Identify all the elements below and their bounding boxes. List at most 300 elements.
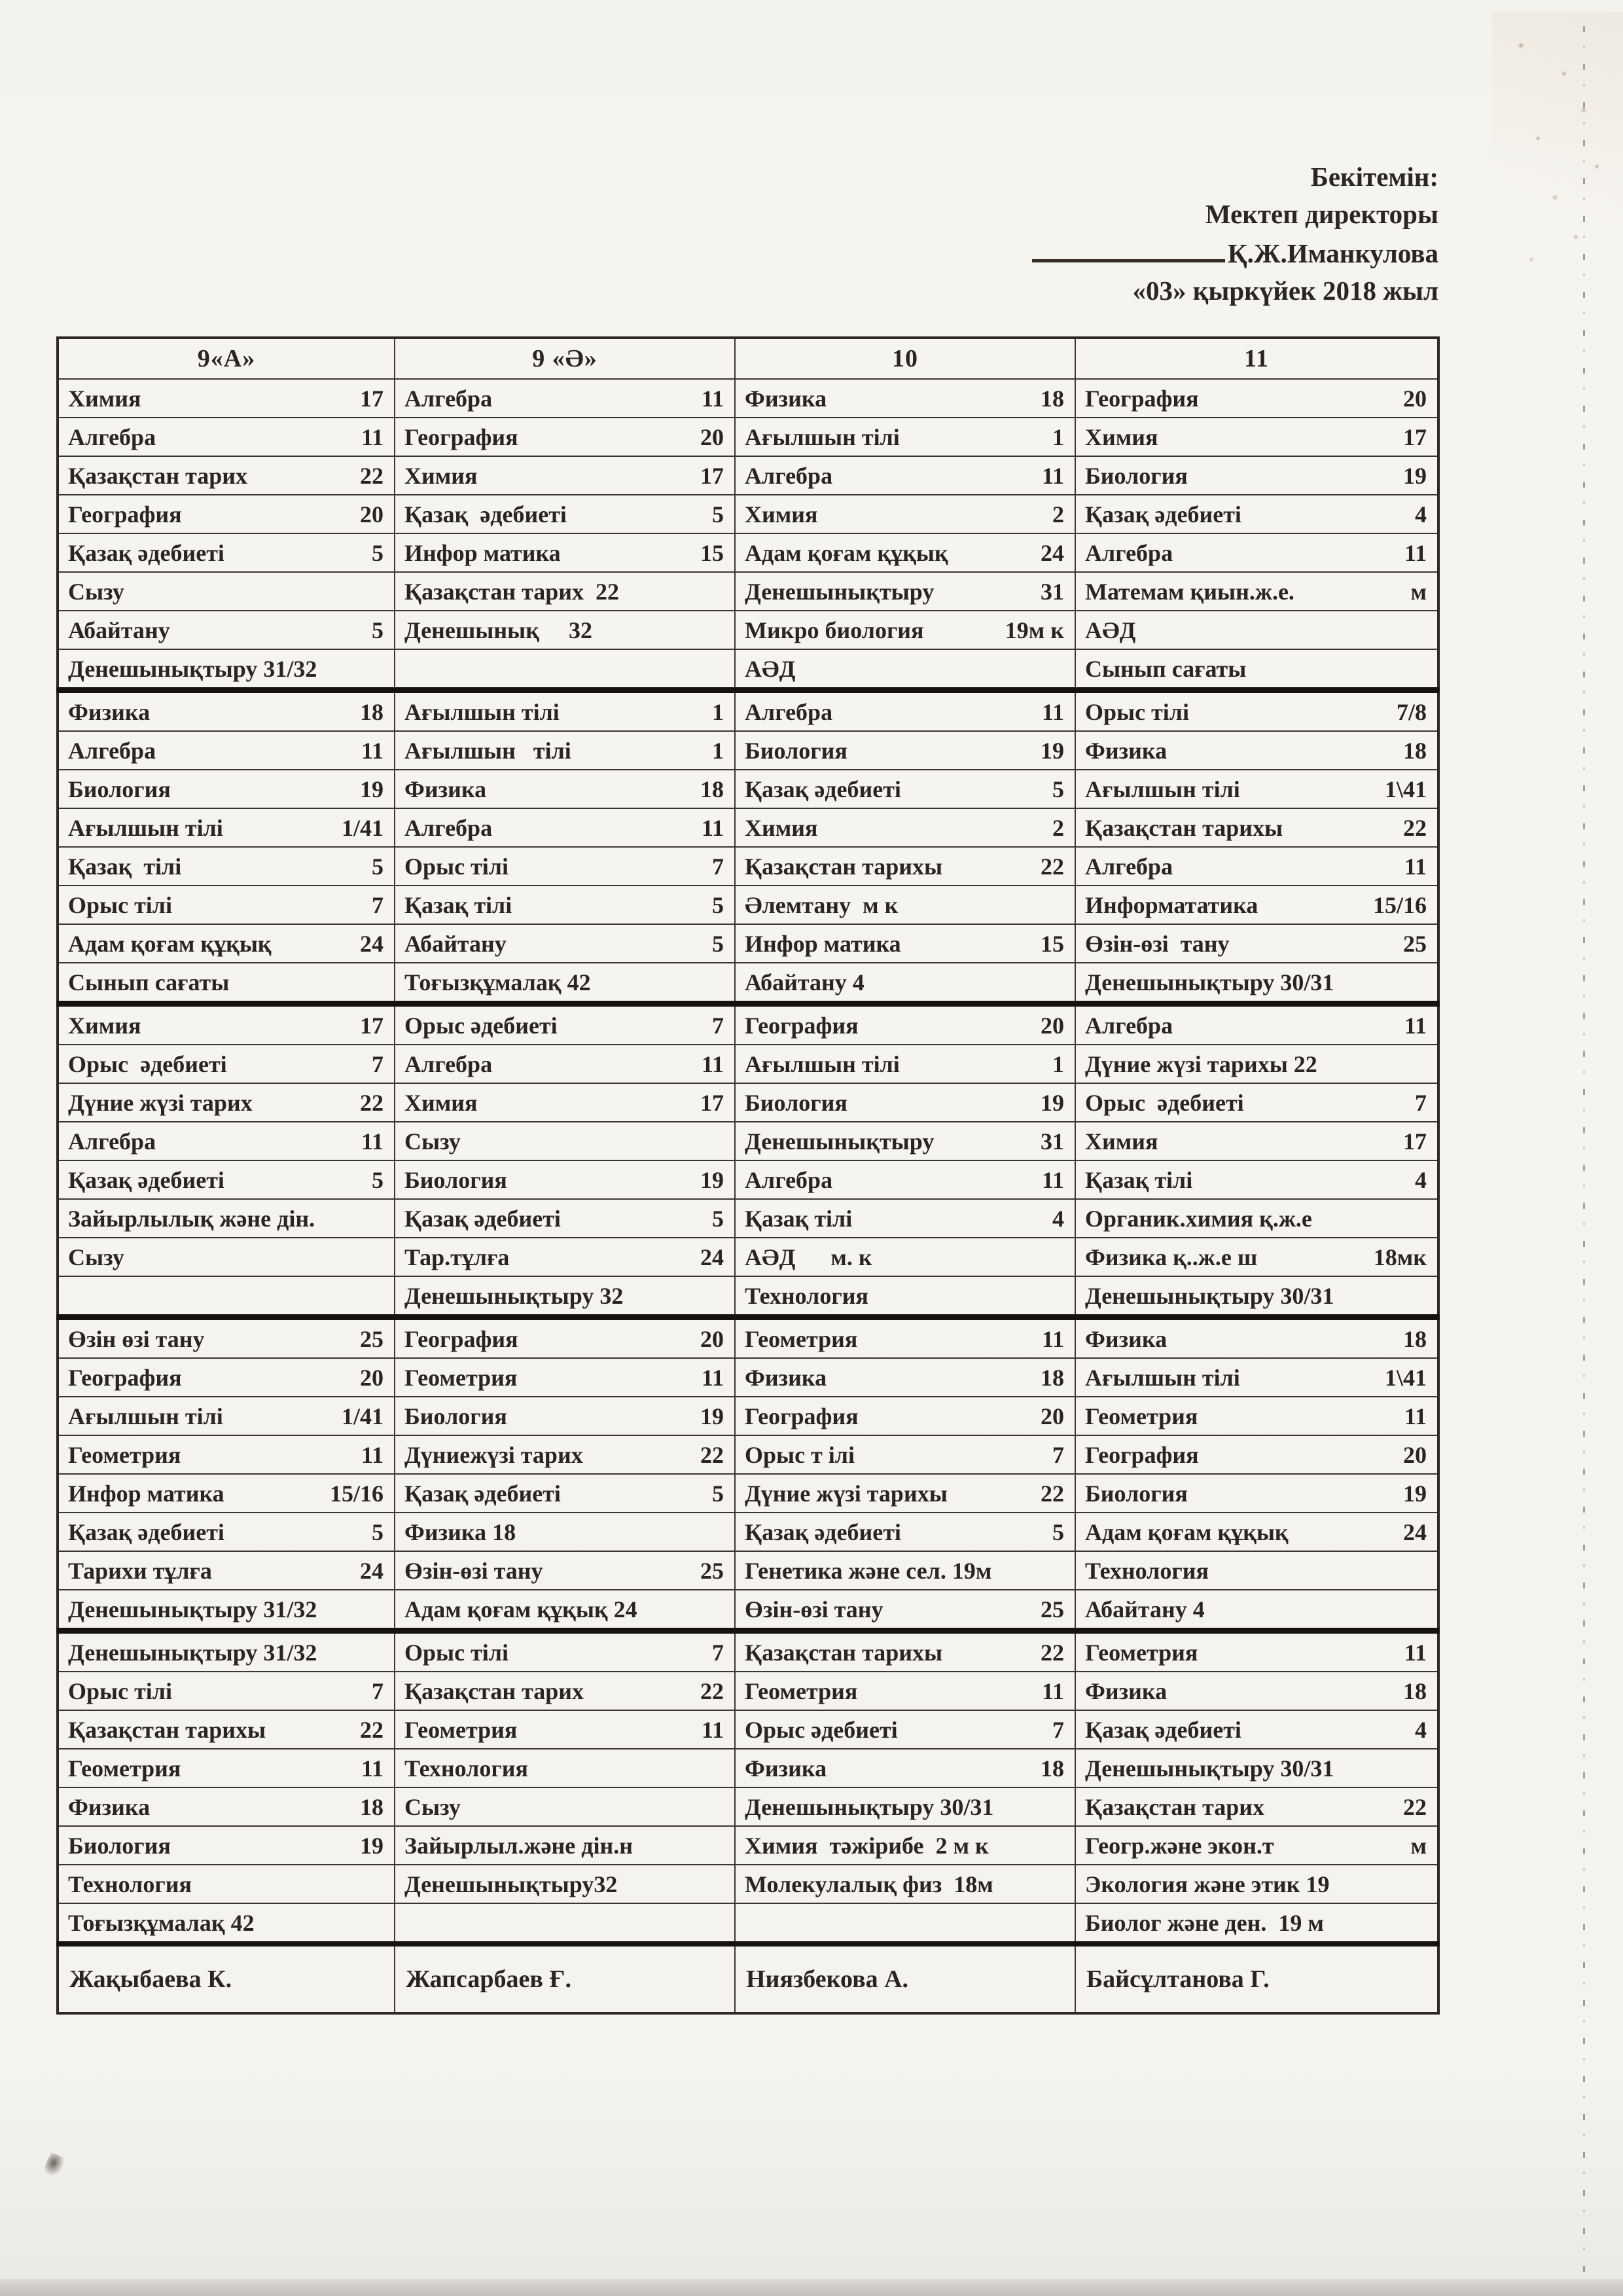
lesson-cell <box>58 1004 395 1045</box>
lesson-cell <box>1075 691 1438 732</box>
subject-name: Денешынықтыру 30/31 <box>1085 1755 1334 1782</box>
lesson-row <box>58 770 1438 808</box>
subject-name: Алгебра <box>68 423 156 450</box>
room-number: 19м к <box>1005 617 1064 643</box>
subject-name: Адам қоғам құқық <box>1085 1518 1289 1545</box>
lesson-cell <box>395 1903 735 1944</box>
subject-name: Зайырлыл.және дін.н <box>404 1832 633 1859</box>
room-number: 15/16 <box>329 1480 383 1507</box>
director-name: Қ.Ж.Иманкулова <box>1227 238 1438 269</box>
lesson-cell <box>1075 1672 1438 1710</box>
room-number: 20 <box>1041 1012 1064 1039</box>
lesson-row <box>58 611 1438 649</box>
room-number: 22 <box>1403 814 1427 841</box>
room-number: 1 <box>712 698 724 725</box>
subject-name: Денешынықтыру 32 <box>404 1282 624 1309</box>
room-number: 31 <box>1041 578 1064 605</box>
room-number: 18 <box>360 1793 383 1820</box>
lesson-cell <box>735 1276 1075 1318</box>
room-number: 5 <box>372 617 383 643</box>
lesson-cell <box>735 1397 1075 1435</box>
lesson-row <box>58 1474 1438 1513</box>
lesson-cell <box>58 611 395 649</box>
lesson-cell <box>58 808 395 847</box>
scan-bottom-strip <box>0 2279 1623 2296</box>
subject-name: Қазақстан тарихы <box>745 853 943 880</box>
teacher-name: Ниязбекова А. <box>735 1944 1075 2013</box>
room-number: 19 <box>360 776 383 802</box>
room-number: 4 <box>1415 1166 1427 1193</box>
room-number: 5 <box>712 501 724 528</box>
lesson-cell <box>1075 1318 1438 1359</box>
lesson-row <box>58 1903 1438 1944</box>
room-number: 24 <box>1041 539 1064 566</box>
lesson-cell <box>1075 379 1438 418</box>
subject-name: Абайтану <box>404 930 507 957</box>
subject-name: Физика <box>745 1755 827 1782</box>
subject-name: Өзін-өзі тану <box>745 1596 883 1623</box>
subject-name: Ағылшын тілі <box>745 1050 900 1077</box>
subject-name: Химия <box>404 1089 478 1116</box>
lesson-cell <box>58 1122 395 1160</box>
scan-noise-artifact <box>1492 12 1623 293</box>
lesson-row <box>58 456 1438 495</box>
room-number: 20 <box>1041 1403 1064 1429</box>
lesson-cell <box>58 1199 395 1238</box>
subject-name: Биология <box>745 737 847 764</box>
subject-name: Ағылшын тілі <box>404 737 571 764</box>
subject-name: Денешынық 32 <box>404 617 592 643</box>
room-number: 4 <box>1415 501 1427 528</box>
subject-name: Геогр.және экон.т <box>1085 1832 1274 1859</box>
subject-name: Химия <box>68 1012 141 1039</box>
subject-name: Денешынықтыру <box>745 1128 935 1155</box>
room-number: 4 <box>1052 1205 1064 1232</box>
lesson-cell <box>735 456 1075 495</box>
lesson-cell <box>1075 611 1438 649</box>
lesson-cell <box>395 808 735 847</box>
subject-name: Физика <box>745 1364 827 1391</box>
lesson-cell <box>1075 1160 1438 1199</box>
lesson-cell <box>735 1083 1075 1122</box>
subject-name: География <box>1085 385 1199 412</box>
lesson-cell <box>58 649 395 691</box>
room-number: 11 <box>701 1050 724 1077</box>
lesson-cell <box>1075 1238 1438 1276</box>
room-number: 7 <box>372 1677 383 1704</box>
room-number: 20 <box>700 1325 724 1352</box>
lesson-row <box>58 649 1438 691</box>
room-number: 11 <box>1404 1403 1427 1429</box>
subject-name: Өзін-өзі тану <box>1085 930 1230 957</box>
subject-name: Денешынықтыру32 <box>404 1871 618 1897</box>
lesson-cell <box>735 533 1075 572</box>
room-number: 5 <box>712 1480 724 1507</box>
subject-name: Қазақстан тарих <box>404 1677 584 1704</box>
room-number: 5 <box>712 1205 724 1232</box>
lesson-cell <box>58 1358 395 1397</box>
lesson-cell <box>735 1551 1075 1590</box>
room-number: 18 <box>1041 385 1064 412</box>
subject-name: АӘД <box>1085 617 1136 643</box>
lesson-cell <box>1075 1551 1438 1590</box>
room-number: 7 <box>1052 1716 1064 1743</box>
lesson-cell <box>395 1318 735 1359</box>
lesson-cell <box>735 611 1075 649</box>
subject-name: Инфор матика <box>68 1480 224 1507</box>
room-number: 25 <box>360 1325 383 1352</box>
subject-name: Орыс әдебиеті <box>68 1050 227 1077</box>
room-number: 15 <box>700 539 724 566</box>
room-number: 19 <box>1041 737 1064 764</box>
lesson-cell <box>735 379 1075 418</box>
subject-name: АӘД м. к <box>745 1244 872 1270</box>
lesson-cell <box>58 1590 395 1631</box>
lesson-cell <box>58 731 395 770</box>
subject-name: Тар.тұлға <box>404 1244 510 1270</box>
room-number: 18 <box>1403 1325 1427 1352</box>
lesson-row <box>58 1238 1438 1276</box>
lesson-cell <box>735 1045 1075 1083</box>
subject-name: География <box>745 1012 859 1039</box>
approval-line-2: Мектеп директоры <box>1205 198 1438 229</box>
subject-name: Геометрия <box>404 1716 518 1743</box>
subject-name: Орыс тілі <box>68 1677 172 1704</box>
subject-name: Өзін-өзі тану <box>404 1557 543 1584</box>
lesson-cell <box>58 1631 395 1672</box>
lesson-row <box>58 886 1438 924</box>
subject-name: Қазақ әдебиеті <box>1085 1716 1241 1743</box>
subject-name: Сынып сағаты <box>1085 655 1247 682</box>
room-number: 18 <box>700 776 724 802</box>
lesson-cell <box>1075 1865 1438 1903</box>
lesson-cell <box>395 731 735 770</box>
room-number: 22 <box>360 1716 383 1743</box>
subject-name: Қазақстан тарихы <box>745 1639 943 1666</box>
subject-name: Сызу <box>68 1244 124 1270</box>
lesson-cell <box>395 770 735 808</box>
room-number: 11 <box>361 1441 383 1468</box>
room-number: 1 <box>1052 1050 1064 1077</box>
lesson-cell <box>395 1672 735 1710</box>
subject-name: Қазақ әдебиеті <box>1085 501 1241 528</box>
room-number: 20 <box>1403 1441 1427 1468</box>
lesson-cell <box>1075 1199 1438 1238</box>
lesson-cell <box>735 1631 1075 1672</box>
lesson-cell <box>735 649 1075 691</box>
subject-name: Геометрия <box>404 1364 518 1391</box>
lesson-row <box>58 1551 1438 1590</box>
subject-name: Ағылшын тілі <box>1085 1364 1240 1391</box>
room-number: 11 <box>361 1755 383 1782</box>
subject-name: Орыс тілі <box>68 891 172 918</box>
subject-name: Экология және этик 19 <box>1085 1871 1330 1897</box>
lesson-cell <box>735 572 1075 611</box>
room-number: 5 <box>712 891 724 918</box>
lesson-cell <box>735 691 1075 732</box>
lesson-cell <box>58 533 395 572</box>
lesson-row <box>58 1590 1438 1631</box>
subject-name: Өзін өзі тану <box>68 1325 205 1352</box>
teacher-name: Жақыбаева К. <box>58 1944 395 2013</box>
lesson-cell <box>1075 1787 1438 1826</box>
lesson-cell <box>395 847 735 886</box>
room-number: 24 <box>700 1244 724 1270</box>
lesson-cell <box>735 1749 1075 1787</box>
lesson-row <box>58 1513 1438 1551</box>
subject-name: Ағылшын тілі <box>745 423 900 450</box>
day-block <box>58 1631 1438 1945</box>
lesson-cell <box>58 1672 395 1710</box>
subject-name: Алгебра <box>404 385 493 412</box>
lesson-cell <box>735 1787 1075 1826</box>
subject-name: Адам қоғам құқық 24 <box>404 1596 637 1623</box>
room-number: 7 <box>372 1050 383 1077</box>
subject-name: Орыс тілі <box>404 1639 508 1666</box>
room-number: 22 <box>700 1677 724 1704</box>
lesson-cell <box>395 533 735 572</box>
room-number: 5 <box>372 1166 383 1193</box>
lesson-row <box>58 495 1438 533</box>
lesson-row <box>58 731 1438 770</box>
room-number: 20 <box>1403 385 1427 412</box>
subject-name: Биология <box>404 1403 507 1429</box>
lesson-cell <box>58 1160 395 1199</box>
subject-name: Алгебра <box>1085 539 1173 566</box>
lesson-cell <box>1075 847 1438 886</box>
subject-name: Алгебра <box>68 1128 156 1155</box>
room-number: 22 <box>360 1089 383 1116</box>
lesson-row <box>58 1787 1438 1826</box>
subject-name: Геометрия <box>1085 1639 1198 1666</box>
room-number: 17 <box>360 1012 383 1039</box>
lesson-cell <box>58 456 395 495</box>
subject-name: Қазақ әдебиеті <box>745 776 901 802</box>
subject-name: Биология <box>68 1832 171 1859</box>
lesson-cell <box>395 649 735 691</box>
column-header: 9«А» <box>58 338 395 379</box>
subject-name: География <box>404 423 518 450</box>
lesson-cell <box>1075 1513 1438 1551</box>
subject-name: Геометрия <box>68 1755 181 1782</box>
subject-name: Сызу <box>68 578 124 605</box>
subject-name: Денешынықтыру 30/31 <box>1085 969 1334 996</box>
room-number: 20 <box>700 423 724 450</box>
teacher-name: Жапсарбаев Ғ. <box>395 1944 735 2013</box>
lesson-cell <box>735 418 1075 456</box>
lesson-cell <box>395 1358 735 1397</box>
lesson-cell <box>395 1238 735 1276</box>
lesson-cell <box>58 770 395 808</box>
lesson-cell <box>58 1551 395 1590</box>
subject-name: Сызу <box>404 1793 461 1820</box>
subject-name: Информататика <box>1085 891 1258 918</box>
room-number: 15/16 <box>1372 891 1427 918</box>
subject-name: Алгебра <box>404 814 493 841</box>
room-number: 19 <box>360 1832 383 1859</box>
subject-name: Орыс тілі <box>404 853 508 880</box>
subject-name: Геометрия <box>68 1441 181 1468</box>
room-number: 19 <box>1403 1480 1427 1507</box>
lesson-cell <box>58 1787 395 1826</box>
lesson-cell <box>58 1710 395 1749</box>
room-number: 7/8 <box>1396 698 1427 725</box>
room-number: 11 <box>1404 1639 1427 1666</box>
lesson-row <box>58 572 1438 611</box>
lesson-cell <box>395 456 735 495</box>
subject-name: Қазақ әдебиеті <box>68 539 224 566</box>
subject-name: Химия <box>745 814 818 841</box>
room-number: 25 <box>700 1557 724 1584</box>
scan-mark-artifact <box>42 2152 67 2179</box>
subject-name: География <box>68 501 182 528</box>
column-header: 11 <box>1075 338 1438 379</box>
room-number: 15 <box>1041 930 1064 957</box>
subject-name: Физика 18 <box>404 1518 516 1545</box>
subject-name: Алгебра <box>1085 853 1173 880</box>
lesson-cell <box>735 886 1075 924</box>
subject-name: Геометрия <box>745 1325 858 1352</box>
lesson-row <box>58 1160 1438 1199</box>
lesson-row <box>58 1004 1438 1045</box>
subject-name: Қазақ әдебиеті <box>404 501 567 528</box>
room-number: 1 <box>1052 423 1064 450</box>
room-number: 19 <box>1041 1089 1064 1116</box>
subject-name: Тоғызқұмалақ 42 <box>68 1909 255 1936</box>
room-number: 25 <box>1403 930 1427 957</box>
lesson-cell <box>58 1865 395 1903</box>
subject-name: АӘД <box>745 655 796 682</box>
schedule-table <box>56 336 1440 2015</box>
room-number: 19 <box>700 1403 724 1429</box>
lesson-cell <box>58 1903 395 1944</box>
room-number: 11 <box>701 385 724 412</box>
subject-name: Микро биология <box>745 617 924 643</box>
lesson-cell <box>735 1590 1075 1631</box>
subject-name: Ағылшын тілі <box>68 814 223 841</box>
room-number: 5 <box>1052 776 1064 802</box>
lesson-cell <box>1075 1358 1438 1397</box>
room-number: 18 <box>1041 1364 1064 1391</box>
subject-name: Технология <box>745 1282 868 1309</box>
lesson-cell <box>395 1474 735 1513</box>
room-number: 25 <box>1041 1596 1064 1623</box>
subject-name: Ағылшын тілі <box>404 698 560 725</box>
lesson-cell <box>735 1474 1075 1513</box>
teachers-block <box>58 1944 1438 2013</box>
room-number: 1/41 <box>341 1403 383 1429</box>
subject-name: Алгебра <box>745 1166 833 1193</box>
lesson-cell <box>735 1513 1075 1551</box>
teacher-name: Байсұлтанова Г. <box>1075 1944 1438 2013</box>
lesson-row <box>58 418 1438 456</box>
lesson-cell <box>395 1199 735 1238</box>
lesson-cell <box>1075 649 1438 691</box>
subject-name: Денешынықтыру 30/31 <box>1085 1282 1334 1309</box>
lesson-cell <box>58 418 395 456</box>
lesson-cell <box>1075 1749 1438 1787</box>
lesson-cell <box>735 808 1075 847</box>
lesson-cell <box>735 1004 1075 1045</box>
room-number: 18 <box>1403 1677 1427 1704</box>
lesson-cell <box>58 886 395 924</box>
room-number: м <box>1410 1832 1427 1859</box>
subject-name: Қазақ әдебиеті <box>404 1205 561 1232</box>
subject-name: Биолог және ден. 19 м <box>1085 1909 1324 1936</box>
lesson-cell <box>395 1160 735 1199</box>
lesson-cell <box>58 691 395 732</box>
lesson-cell <box>58 1083 395 1122</box>
subject-name: Қазақ әдебиеті <box>745 1518 901 1545</box>
lesson-cell <box>735 1903 1075 1944</box>
room-number: 11 <box>1041 1166 1064 1193</box>
subject-name: Алгебра <box>1085 1012 1173 1039</box>
lesson-cell <box>1075 1397 1438 1435</box>
day-block <box>58 379 1438 691</box>
lesson-row <box>58 379 1438 418</box>
subject-name: Инфор матика <box>745 930 901 957</box>
lesson-cell <box>395 572 735 611</box>
lesson-cell <box>1075 808 1438 847</box>
subject-name: Химия <box>68 385 141 412</box>
lesson-cell <box>395 1710 735 1749</box>
subject-name: Молекулалық физ 18м <box>745 1871 993 1897</box>
subject-name: Абайтану 4 <box>1085 1596 1205 1623</box>
subject-name: Геометрия <box>1085 1403 1198 1429</box>
day-block <box>58 691 1438 1004</box>
subject-name: Химия <box>1085 1128 1158 1155</box>
lesson-cell <box>735 924 1075 963</box>
subject-name: Дүние жүзі тарихы <box>745 1480 948 1507</box>
room-number: 22 <box>360 462 383 489</box>
subject-name: Химия <box>1085 423 1158 450</box>
lesson-cell <box>395 1749 735 1787</box>
subject-name: Денешынықтыру 31/32 <box>68 1596 317 1623</box>
room-number: 7 <box>712 1639 724 1666</box>
room-number: 11 <box>361 737 383 764</box>
lesson-row <box>58 847 1438 886</box>
room-number: 4 <box>1415 1716 1427 1743</box>
subject-name: Физика <box>68 1793 151 1820</box>
room-number: 2 <box>1052 501 1064 528</box>
room-number: 24 <box>360 930 383 957</box>
subject-name: Ағылшын тілі <box>1085 776 1240 802</box>
subject-name: Физика <box>745 385 827 412</box>
lesson-cell <box>395 1122 735 1160</box>
subject-name: Денешынықтыру 31/32 <box>68 655 317 682</box>
lesson-cell <box>1075 924 1438 963</box>
lesson-cell <box>1075 572 1438 611</box>
lesson-cell <box>58 847 395 886</box>
subject-name: Абайтану <box>68 617 170 643</box>
room-number: 17 <box>1403 423 1427 450</box>
subject-name: Матемам қиын.ж.е. <box>1085 578 1294 605</box>
room-number: 7 <box>1415 1089 1427 1116</box>
lesson-cell <box>1075 1826 1438 1865</box>
room-number: 11 <box>361 1128 383 1155</box>
lesson-row <box>58 1358 1438 1397</box>
lesson-cell <box>395 691 735 732</box>
subject-name: Технология <box>404 1755 528 1782</box>
subject-name: Биология <box>404 1166 507 1193</box>
subject-name: Алгебра <box>404 1050 493 1077</box>
subject-name: Орыс тілі <box>1085 698 1189 725</box>
lesson-cell <box>735 847 1075 886</box>
lesson-cell <box>395 611 735 649</box>
subject-name: Қазақ тілі <box>745 1205 853 1232</box>
lesson-row <box>58 963 1438 1004</box>
subject-name: Қазақстан тарихы <box>1085 814 1283 841</box>
